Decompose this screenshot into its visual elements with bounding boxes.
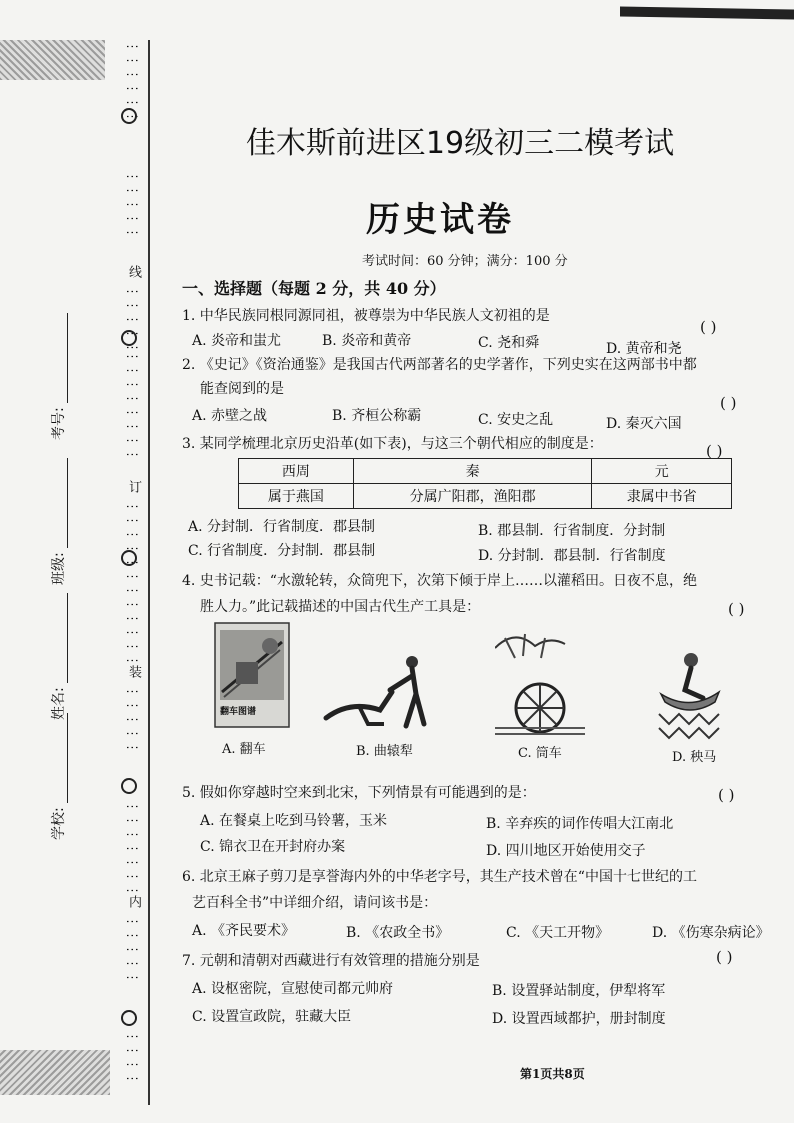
- q3-option-b: B. 郡县制．行省制度．分封制: [478, 523, 666, 539]
- class-label: 班级:: [51, 552, 67, 585]
- mark-ding: 订: [126, 480, 141, 494]
- scan-artifact: [0, 40, 105, 80]
- school-label: 学校:: [51, 807, 67, 840]
- exam-subtitle: 历史试卷: [366, 200, 514, 240]
- q1-option-b: B. 炎帝和黄帝: [322, 333, 412, 349]
- school-field[interactable]: [48, 713, 68, 840]
- q7-option-c: C. 设置宣政院，驻藏大臣: [192, 1009, 352, 1025]
- binding-circle: [121, 1010, 137, 1026]
- table-cell: 分属广阳郡，渔阳郡: [353, 484, 592, 509]
- binding-dotted-column: ⋮⋮⋮⋮⋮⋮ ⋮⋮⋮⋮⋮ 线 ⋮⋮⋮⋮⋮ ⋮⋮⋮⋮⋮⋮⋮⋮ 订 ⋮⋮⋮⋮⋮ ⋮⋮⋮⋮⋮⋮⋮ 装 ⋮⋮⋮⋮⋮ ⋮⋮⋮⋮⋮⋮⋮ 内 ⋮⋮⋮⋮⋮ ⋮⋮⋮⋮: [124, 40, 141, 1086]
- q7-option-a: A. 设枢密院，宣慰使司都元帅府: [192, 981, 394, 997]
- mark-zhuang: 装: [126, 665, 141, 679]
- q6-option-d: D. 《伤寒杂病论》: [652, 925, 770, 941]
- image-yangma: [655, 650, 725, 742]
- q2-option-c: C. 安史之乱: [478, 412, 554, 428]
- table-cell: 属于燕国: [239, 484, 354, 509]
- question-4-stem: 4. 史书记载：“水激轮转，众筒兜下，次第下倾于岸上……以灌稻田。日夜不息，绝: [182, 573, 697, 589]
- history-table: [238, 458, 732, 509]
- scan-artifact: [620, 6, 794, 19]
- mark-nei: 内: [126, 895, 141, 909]
- image-quyuanli: [320, 652, 438, 732]
- binding-circle: [121, 330, 137, 346]
- name-label: 姓名:: [51, 687, 67, 720]
- exam-meta: 考试时间：60 分钟；满分：100 分: [362, 254, 568, 269]
- binding-circle: [121, 778, 137, 794]
- mark-xian: 线: [126, 265, 141, 279]
- table-header-cell: 元: [592, 459, 732, 484]
- binding-circle: [121, 108, 137, 124]
- image-fanche: [214, 622, 290, 728]
- q1-option-d: D. 黄帝和尧: [606, 341, 682, 357]
- q7-option-b: B. 设置驿站制度，伊犁将军: [492, 983, 666, 999]
- table-cell: 隶属中书省: [592, 484, 732, 509]
- q5-option-a: A. 在餐桌上吃到马铃薯，玉米: [200, 813, 388, 829]
- name-field[interactable]: [48, 593, 68, 720]
- q4-option-b: B. 曲辕犁: [356, 744, 413, 759]
- q5-option-b: B. 辛弃疾的词作传唱大江南北: [486, 816, 674, 832]
- table-header-cell: 秦: [353, 459, 592, 484]
- answer-paren-4[interactable]: ( ): [728, 600, 745, 618]
- image-tongche: [495, 628, 585, 738]
- q5-option-c: C. 锦衣卫在开封府办案: [200, 839, 346, 855]
- question-3-stem: 3. 某同学梳理北京历史沿革(如下表)，与这三个朝代相应的制度是：: [182, 436, 603, 452]
- number-label: 考号:: [51, 407, 67, 440]
- answer-paren-7[interactable]: ( ): [716, 948, 733, 966]
- question-2-stem-cont: 能查阅到的是: [200, 381, 284, 397]
- answer-paren-3[interactable]: ( ): [706, 442, 723, 460]
- q2-option-d: D. 秦灭六国: [606, 416, 682, 432]
- q6-option-b: B. 《农政全书》: [346, 925, 450, 941]
- question-4-stem-cont: 胜人力。”此记载描述的中国古代生产工具是：: [200, 599, 481, 615]
- q4-option-c: C. 筒车: [518, 746, 562, 761]
- q1-option-c: C. 尧和舜: [478, 335, 540, 351]
- question-6-stem: 6. 北京王麻子剪刀是享誉海内外的中华老字号，其生产技术曾在“中国十七世纪的工: [182, 869, 697, 885]
- question-6-stem-cont: 艺百科全书”中详细介绍，请问该书是：: [192, 895, 438, 911]
- q4-option-d: D. 秧马: [672, 750, 717, 765]
- q3-option-c: C. 行省制度．分封制．郡县制: [188, 543, 376, 559]
- question-1-stem: 1. 中华民族同根同源同祖，被尊崇为中华民族人文初祖的是: [182, 308, 550, 324]
- page-number: 第1页共8页: [520, 1067, 585, 1081]
- image-caption-fanche: 翻车图谱: [220, 707, 257, 717]
- section-heading: 一、选择题（每题 2 分，共 40 分）: [182, 279, 446, 298]
- question-7-stem: 7. 元朝和清朝对西藏进行有效管理的措施分别是: [182, 953, 480, 969]
- q6-option-a: A. 《齐民要术》: [192, 923, 296, 939]
- table-header-row: [239, 459, 732, 484]
- answer-paren-2[interactable]: ( ): [720, 394, 737, 412]
- binding-rule: [148, 40, 150, 1105]
- q4-option-a: A. 翻车: [222, 742, 266, 757]
- number-field[interactable]: [48, 313, 68, 440]
- answer-paren-5[interactable]: ( ): [718, 786, 735, 804]
- q6-option-c: C. 《天工开物》: [506, 925, 610, 941]
- question-5-stem: 5. 假如你穿越时空来到北宋，下列情景有可能遇到的是：: [182, 785, 536, 801]
- q3-option-d: D. 分封制．郡县制．行省制度: [478, 548, 666, 564]
- exam-title: 佳木斯前进区19级初三二模考试: [245, 126, 675, 161]
- q7-option-d: D. 设置西域都护，册封制度: [492, 1011, 666, 1027]
- scan-artifact: [0, 1050, 110, 1095]
- q1-option-a: A. 炎帝和蚩尤: [192, 333, 282, 349]
- q5-option-d: D. 四川地区开始使用交子: [486, 843, 646, 859]
- table-header-cell: 西周: [239, 459, 354, 484]
- q2-option-a: A. 赤壁之战: [192, 408, 268, 424]
- class-field[interactable]: [48, 458, 68, 585]
- answer-paren-1[interactable]: ( ): [700, 318, 717, 336]
- q3-option-a: A. 分封制．行省制度．郡县制: [188, 519, 376, 535]
- question-2-stem: 2. 《史记》《资治通鉴》是我国古代两部著名的史学著作，下列史实在这两部书中都: [182, 357, 697, 373]
- table-row: [239, 484, 732, 509]
- q2-option-b: B. 齐桓公称霸: [332, 408, 422, 424]
- binding-circle: [121, 550, 137, 566]
